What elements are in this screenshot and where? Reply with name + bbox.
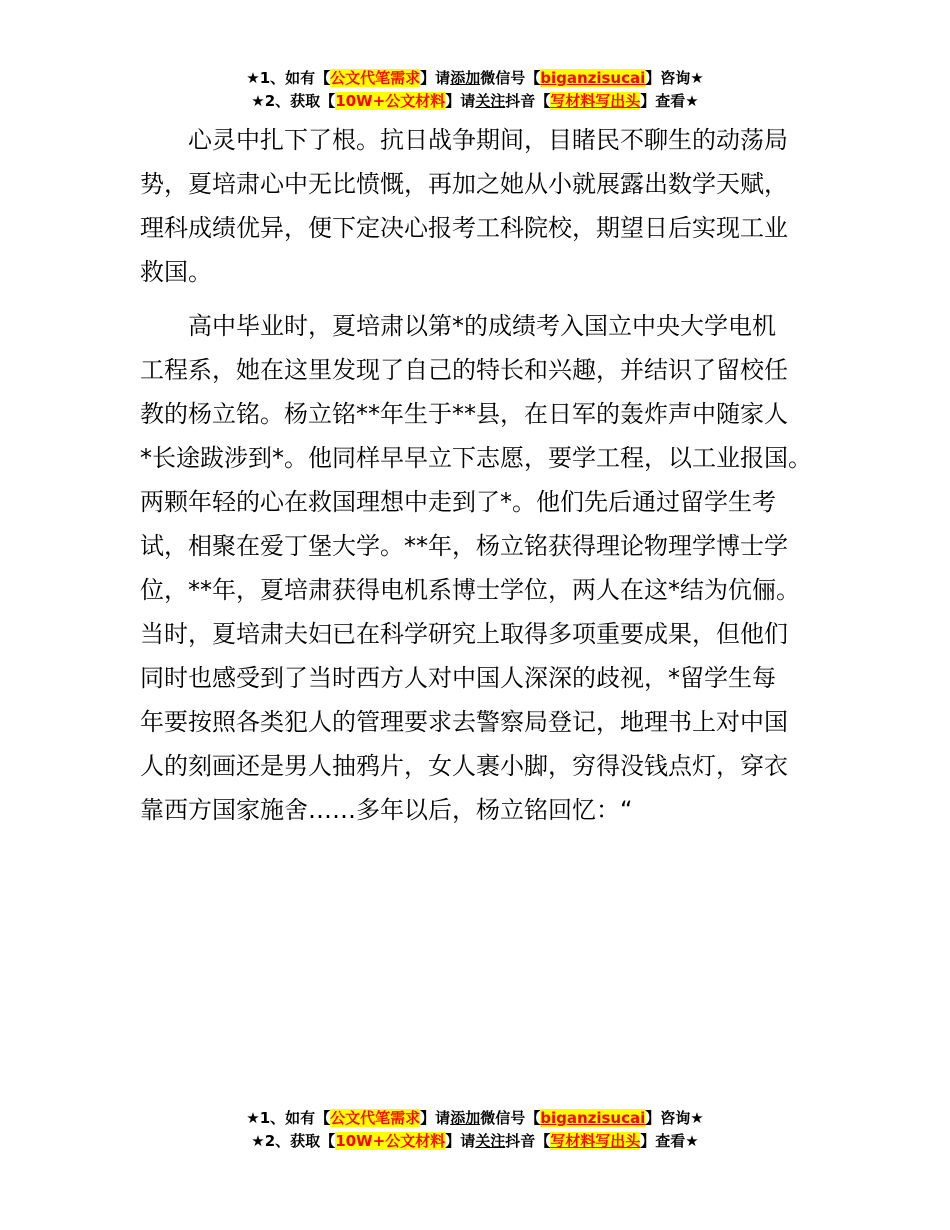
- promo-line-2: ★2、获取【10W+公文材料】请关注抖音【写材料写出头】查看★: [251, 1132, 699, 1150]
- douyin-account: 写材料写出头: [550, 1132, 641, 1150]
- douyin-account: 写材料写出头: [550, 92, 641, 110]
- highlight-materials: 10W+公文材料: [335, 92, 446, 110]
- text-line: 理科成绩优异，便下定决心报考工科院校，期望日后实现工业: [140, 214, 788, 242]
- text-line: 人的刻画还是男人抽鸦片，女人裹小脚，穷得没钱点灯，穿衣: [140, 752, 788, 780]
- text-line: 同时也感受到了当时西方人对中国人深深的歧视，*留学生每: [140, 664, 776, 692]
- highlight-service: 公文代笔需求: [330, 1109, 421, 1127]
- text-line: 试，相聚在爱丁堡大学。**年，杨立铭获得理论物理学博士学: [140, 532, 788, 560]
- text-line: 势，夏培肃心中无比愤慨，再加之她从小就展露出数学天赋，: [140, 170, 788, 198]
- text-line: 工程系，她在这里发现了自己的特长和兴趣，并结识了留校任: [140, 356, 788, 384]
- paragraph-2: [140, 304, 830, 832]
- text-line: 教的杨立铭。杨立铭**年生于**县，在日军的轰炸声中随家人: [140, 400, 788, 428]
- text-line: 年要按照各类犯人的管理要求去警察局登记，地理书上对中国: [140, 708, 788, 736]
- text-line: 两颗年轻的心在救国理想中走到了*。他们先后通过留学生考: [140, 488, 776, 516]
- text-line: 高中毕业时，夏培肃以第*的成绩考入国立中央大学电机: [188, 312, 776, 340]
- promo-line-1: ★1、如有【公文代笔需求】请添加微信号【biganzisucai】咨询★: [246, 69, 704, 87]
- text-line: 靠西方国家施舍……多年以后，杨立铭回忆：“: [140, 796, 633, 824]
- paragraph-1: [140, 118, 830, 294]
- document-body: [140, 118, 830, 842]
- text-line: 位，**年，夏培肃获得电机系博士学位，两人在这*结为伉俪。: [140, 576, 800, 604]
- text-line: 心灵中扎下了根。抗日战争期间，目睹民不聊生的动荡局: [188, 126, 788, 154]
- highlight-service: 公文代笔需求: [330, 69, 421, 87]
- wechat-id: biganzisucai: [540, 69, 646, 87]
- promo-footer: [0, 1107, 950, 1153]
- text-line: 当时，夏培肃夫妇已在科学研究上取得多项重要成果，但他们: [140, 620, 788, 648]
- text-line: *长途跋涉到*。他同样早早立下志愿，要学工程，以工业报国。: [140, 444, 812, 472]
- promo-header: [0, 67, 950, 113]
- promo-line-2: ★2、获取【10W+公文材料】请关注抖音【写材料写出头】查看★: [251, 92, 699, 110]
- highlight-materials: 10W+公文材料: [335, 1132, 446, 1150]
- wechat-id: biganzisucai: [540, 1109, 646, 1127]
- text-line: 救国。: [140, 258, 212, 286]
- promo-line-1: ★1、如有【公文代笔需求】请添加微信号【biganzisucai】咨询★: [246, 1109, 704, 1127]
